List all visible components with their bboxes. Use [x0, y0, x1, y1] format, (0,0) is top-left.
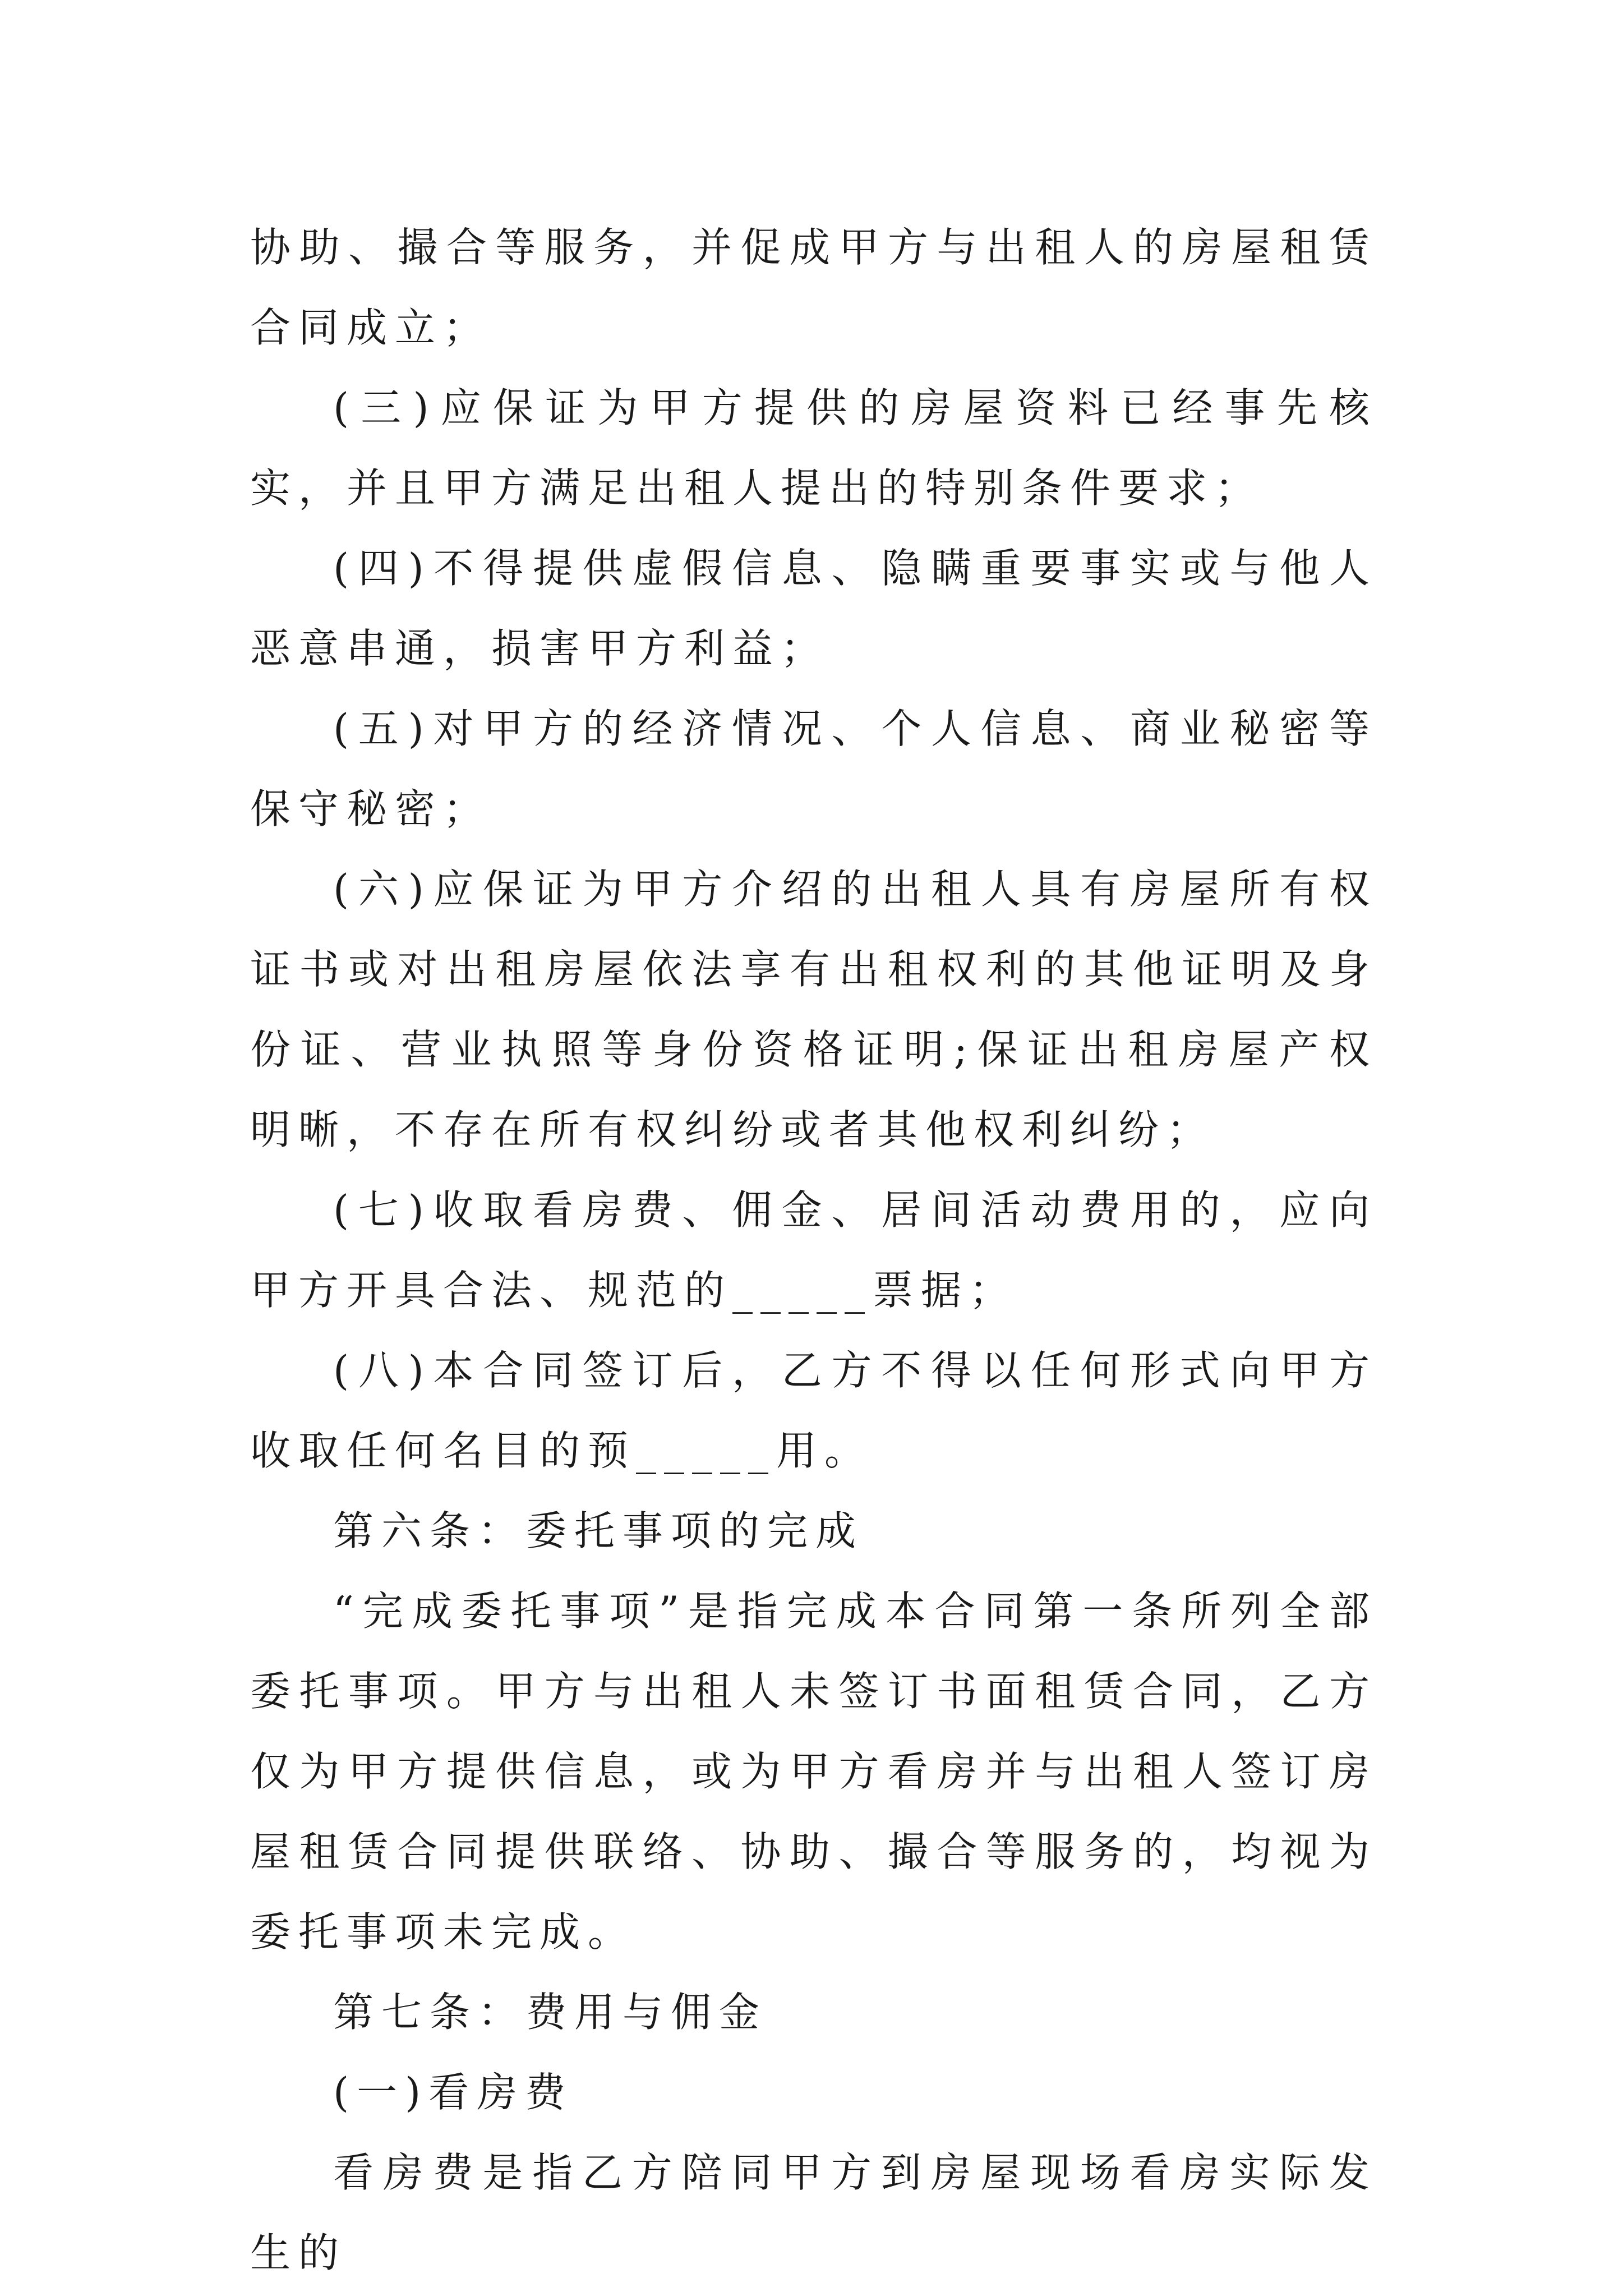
fill-in-blank: _____: [636, 1427, 777, 1474]
clause-3: (三)应保证为甲方提供的房屋资料已经事先核实，并且甲方满足出租人提出的特别条件要求；: [250, 384, 1377, 512]
paragraph-continuation: 协助、撮合等服务，并促成甲方与出租人的房屋租赁合同成立；: [250, 224, 1377, 351]
clause-8-text-after: 用。: [776, 1427, 873, 1474]
article-7-heading: 第七条：费用与佣金: [333, 1989, 768, 2036]
document-body: [250, 208, 1377, 2293]
clause-7: [250, 1170, 1377, 1331]
article-6-heading: 第六条：委托事项的完成: [333, 1507, 864, 1554]
article-7-subheading-1: (一)看房费: [333, 2069, 574, 2116]
clause-6: (六)应保证为甲方介绍的出租人具有房屋所有权证书或对出租房屋依法享有出租权利的其他证明及身份证、营业执照等身份资格证明;保证出租房屋产权明晰，不存在所有权纠纷或者其他权利纠纷；: [250, 866, 1377, 1153]
fill-in-blank: _____: [732, 1267, 873, 1314]
clause-4: (四)不得提供虚假信息、隐瞒重要事实或与他人恶意串通，损害甲方利益；: [250, 545, 1377, 672]
article-6-body: “完成委托事项”是指完成本合同第一条所列全部委托事项。甲方与出租人未签订书面租赁合同，乙方仅为甲方提供信息，或为甲方看房并与出租人签订房屋租赁合同提供联络、协助、撮合等服务的，均视为委托事项未完成。: [250, 1588, 1377, 1955]
clause-8-text-before: (八)本合同签订后，乙方不得以任何形式向甲方收取任何名目的预: [250, 1347, 1377, 1474]
clause-7-text-after: 票据；: [873, 1267, 1018, 1314]
clause-8: [250, 1331, 1377, 1491]
article-7-body: 看房费是指乙方陪同甲方到房屋现场看房实际发生的: [250, 2149, 1377, 2276]
clause-7-text-before: (七)收取看房费、佣金、居间活动费用的，应向甲方开具合法、规范的: [250, 1186, 1377, 1314]
clause-5: (五)对甲方的经济情况、个人信息、商业秘密等保守秘密；: [250, 705, 1377, 832]
